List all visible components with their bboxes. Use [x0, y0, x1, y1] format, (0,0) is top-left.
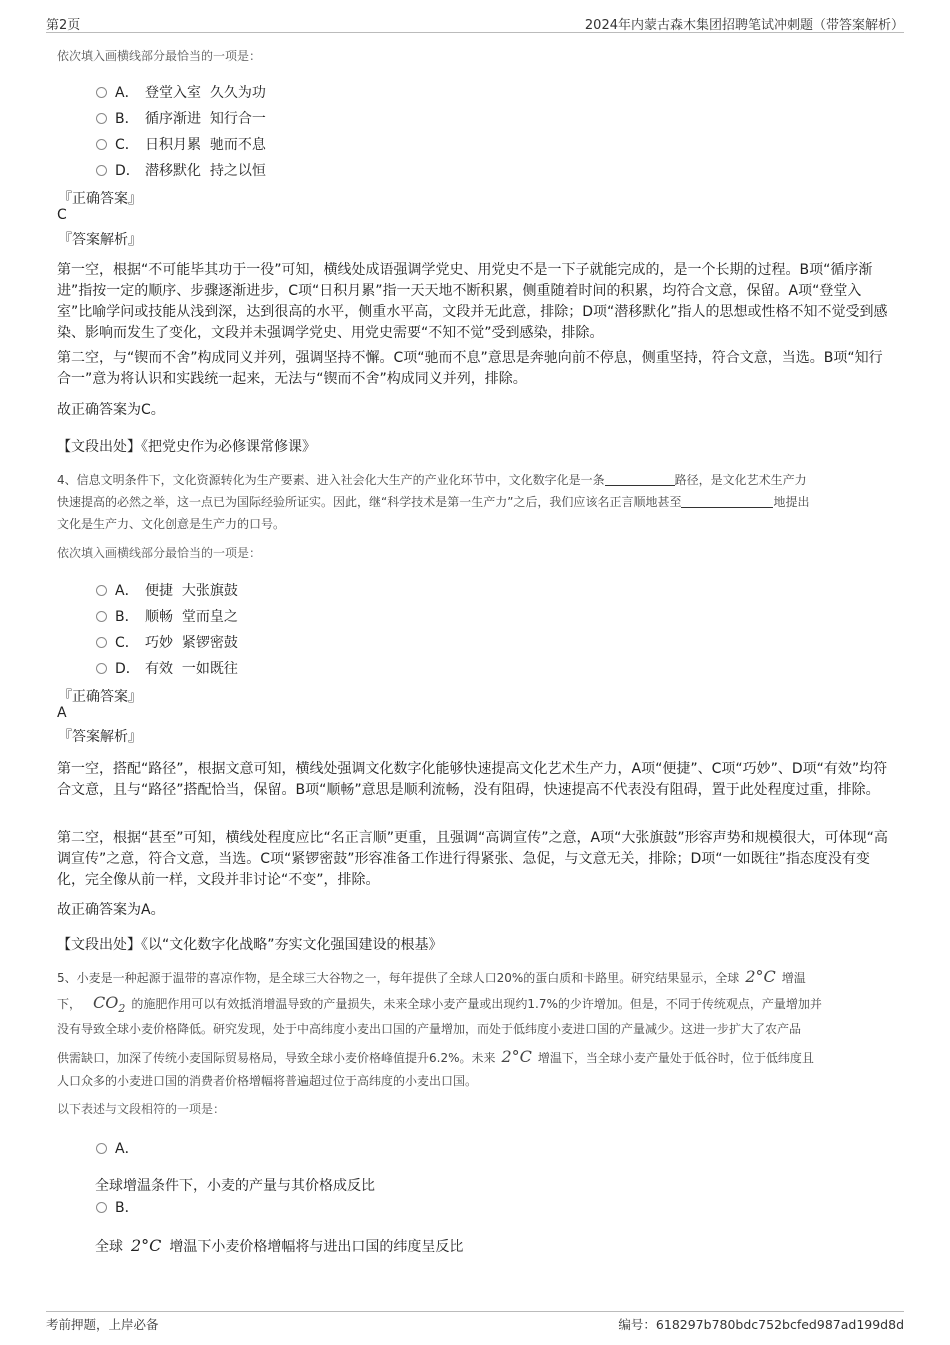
q3-analysis-p1: 第一空，根据“不可能毕其功于一役”可知，横线处成语强调学党史、用党史不是一下子就能完成的，是一个长期的过程。B项“循序渐进”指按一定的顺序、步骤逐渐进步，C项“日积月累”指一天天地不断积累，侧重随着时间的积累，均符合文意，保留。A项“登堂入室”比喻学问或技能从浅到深，达到很高的水平，侧重水平高，文段并无此意，排除；D项“潜移默化”指人的思想或性格不知不觉受到感染、影响而发生了变化，文段并未强调学党史、用党史需要“不知不觉”受到感染，排除。 — [57, 262, 888, 341]
q3-answer: C — [57, 207, 67, 223]
page-number: 第2页 — [46, 18, 81, 33]
radio-icon[interactable] — [96, 663, 107, 674]
page-footer — [46, 1311, 904, 1332]
q4-analysis-p1: 第一空，搭配“路径”，根据文意可知，横线处强调文化数字化能够快速提高文化艺术生产力，A项“便捷”、C项“巧妙”、D项“有效”均符合文意，且与“路径”搭配恰当，保留。B项“顺畅”意思是顺利流畅，没有阻碍，快速提高不代表没有阻碍，置于此处程度过重，排除。 — [57, 761, 888, 798]
doc-title: 2024年内蒙古森木集团招聘笔试冲刺题（带答案解析） — [584, 18, 904, 33]
radio-icon[interactable] — [96, 165, 107, 176]
q4-option-d[interactable]: D． 有效 一如既往 — [96, 658, 238, 678]
answer-blank — [681, 494, 773, 508]
q3-source: 【文段出处】《把党史作为必修课常修课》 — [57, 439, 316, 455]
q4-analysis-label: 『答案解析』 — [58, 729, 142, 745]
radio-icon[interactable] — [96, 611, 107, 622]
answer-blank — [605, 472, 675, 486]
footer-serial: 编号：618297b780bdc752bcfed987ad199d8d — [618, 1317, 904, 1332]
q4-stem: 4、信息文明条件下，文化资源转化为生产要素、进入社会化大生产的产业化环节中，文化数字化是一条 路径，是文化艺术生产力 快速提高的必然之举，这一点已为国际经验所证实。因此，继“科学技术是第一生产力”之后，我们应该名正言顺地甚至 地提出 文化是生产力、文化创意是生产力的口号。 — [57, 473, 810, 531]
q3-analysis-p2: 第二空，与“锲而不舍”构成同义并列，强调坚持不懈。C项“驰而不息”意思是奔驰向前不停息，侧重坚持，符合文意，当选。B项“知行合一”意为将认识和实践统一起来，无法与“锲而不舍”构成同义并列，排除。 — [57, 350, 883, 387]
q3-option-a[interactable]: A． 登堂入室 久久为功 — [96, 82, 266, 102]
q4-prompt: 依次填入画横线部分最恰当的一项是： — [57, 546, 262, 560]
q5-option-b-text: 全球 2°C 增温下小麦价格增幅将与进出口国的纬度呈反比 — [95, 1236, 464, 1255]
q3-option-d[interactable]: D． 潜移默化 持之以恒 — [96, 160, 266, 180]
q4-option-c[interactable]: C． 巧妙 紧锣密鼓 — [96, 632, 238, 652]
radio-icon[interactable] — [96, 1143, 107, 1154]
math-2c: 2°C — [131, 1236, 162, 1255]
q3-conclusion: 故正确答案为C。 — [57, 402, 165, 418]
q5-option-b[interactable]: B． — [96, 1197, 145, 1217]
q4-answer-label: 『正确答案』 — [58, 689, 142, 705]
q4-option-a[interactable]: A． 便捷 大张旗鼓 — [96, 580, 238, 600]
q4-analysis-p2: 第二空，根据“甚至”可知，横线处程度应比“名正言顺”更重，且强调“高调宣传”之意，A项“大张旗鼓”形容声势和规模很大，可体现“高调宣传”之意，符合文意，当选。C项“紧锣密鼓”形容准备工作进行得紧张、急促，与文意无关，排除；D项“一如既往”指态度没有变化，完全像从前一样，文段并非讨论“不变”，排除。 — [57, 830, 888, 888]
radio-icon[interactable] — [96, 637, 107, 648]
page-header — [46, 12, 904, 33]
radio-icon[interactable] — [96, 87, 107, 98]
q5-stem: 5、小麦是一种起源于温带的喜凉作物，是全球三大谷物之一，每年提供了全球人口20%的蛋白质和卡路里。研究结果显示，全球 2°C 增温 下， $CO_2$ 的施肥作用可以有效抵消增温导致的产量损失，未来全球小麦产量或出现约1.7%的少许增加。但是，不同于传统观点，产量增加并 没有导致全球小麦价格降低。研究发现，处于中高纬度小麦出口国的产量增加，而处于低纬度小麦进口国的产量减少。这进一步扩大了农产品 供需缺口，加深了传统小麦国际贸易格局，导致全球小麦价格峰值提升6.2%。未来 2°C 增温下，当全球小麦产量处于低谷时，位于低纬度且 人口众多的小麦进口国的消费者价格增幅将普遍超过位于高纬度的小麦出口国。 — [57, 967, 822, 1088]
footer-slogan: 考前押题，上岸必备 — [46, 1317, 159, 1332]
q4-answer: A — [57, 705, 67, 721]
q5-option-a[interactable]: A． — [96, 1138, 145, 1158]
math-2c: 2°C — [501, 1047, 532, 1066]
q3-option-b[interactable]: B． 循序渐进 知行合一 — [96, 108, 266, 128]
radio-icon[interactable] — [96, 113, 107, 124]
q3-option-c[interactable]: C． 日积月累 驰而不息 — [96, 134, 266, 154]
q5-prompt: 以下表述与文段相符的一项是： — [57, 1102, 226, 1116]
q5-option-a-text: 全球增温条件下，小麦的产量与其价格成反比 — [95, 1178, 375, 1194]
radio-icon[interactable] — [96, 1202, 107, 1213]
q3-answer-label: 『正确答案』 — [58, 191, 142, 207]
math-co2: $CO_2$ — [93, 993, 126, 1016]
q4-option-b[interactable]: B． 顺畅 堂而皇之 — [96, 606, 238, 626]
radio-icon[interactable] — [96, 585, 107, 596]
q3-analysis-label: 『答案解析』 — [58, 232, 142, 248]
math-2c: 2°C — [745, 967, 776, 986]
q4-conclusion: 故正确答案为A。 — [57, 902, 165, 918]
radio-icon[interactable] — [96, 139, 107, 150]
q4-source: 【文段出处】《以“文化数字化战略”夯实文化强国建设的根基》 — [57, 937, 443, 953]
q3-prompt: 依次填入画横线部分最恰当的一项是： — [57, 49, 262, 63]
